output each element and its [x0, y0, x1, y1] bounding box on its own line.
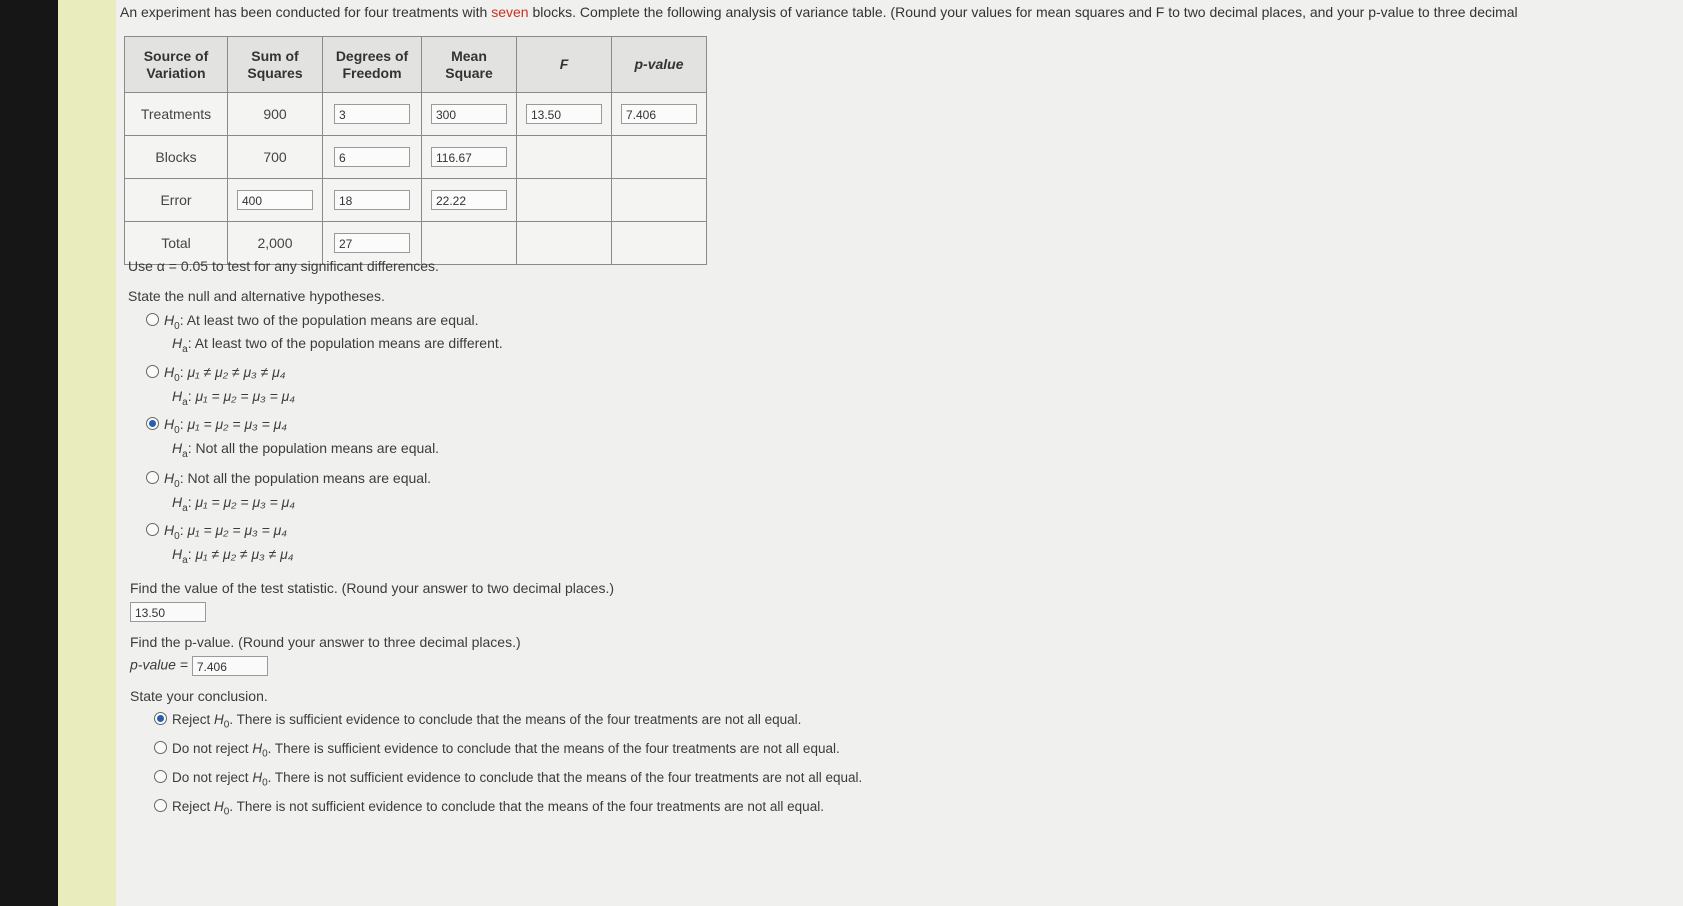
- header-df: Degrees of Freedom: [323, 37, 422, 93]
- radio-button[interactable]: [154, 770, 167, 783]
- empty-cell: [612, 136, 707, 179]
- alpha-instruction: Use α = 0.05 to test for any significant differences.: [128, 258, 439, 274]
- hyp-option-4[interactable]: $H_0$: Not all the population means are equal.: [146, 470, 431, 490]
- empty-cell: [517, 136, 612, 179]
- hyp-option-1-ha: $H_a$: At least two of the population means are different.: [172, 335, 503, 355]
- empty-cell: [612, 222, 707, 265]
- conclusion-option-4[interactable]: Reject $H_0$. There is not sufficient evidence to conclude that the means of the four treatments are not all equal.: [154, 799, 824, 818]
- treatments-p-input[interactable]: 7.406: [621, 104, 697, 124]
- pvalue-label: p-value =: [130, 656, 188, 673]
- hyp-option-2-ha: $H_a$: μ₁ = μ₂ = μ₃ = μ₄: [172, 388, 295, 408]
- hypotheses-prompt: State the null and alternative hypotheses.: [128, 288, 385, 304]
- cell-source: Blocks: [125, 136, 228, 179]
- header-ss: Sum of Squares: [228, 37, 323, 93]
- radio-button-selected[interactable]: [146, 417, 159, 430]
- hyp-option-4-ha: $H_a$: μ₁ = μ₂ = μ₃ = μ₄: [172, 494, 295, 514]
- hyp-option-5[interactable]: $H_0$: μ₁ = μ₂ = μ₃ = μ₄: [146, 522, 287, 542]
- error-ms-input[interactable]: 22.22: [431, 190, 507, 210]
- cell-ss: 2,000: [228, 222, 323, 265]
- test-statistic-prompt: Find the value of the test statistic. (Round your answer to two decimal places.): [130, 580, 615, 596]
- radio-button-selected[interactable]: [154, 712, 167, 725]
- hyp-option-3-ha: $H_a$: Not all the population means are equal.: [172, 440, 440, 460]
- table-header-row: [125, 37, 707, 93]
- left-dark-border: [0, 0, 58, 906]
- radio-button[interactable]: [154, 799, 167, 812]
- header-source: Source of Variation: [125, 37, 228, 93]
- hyp-option-1[interactable]: $H_0$: At least two of the population means are equal.: [146, 312, 479, 332]
- header-f: F: [517, 37, 612, 93]
- total-df-input[interactable]: 27: [334, 233, 410, 253]
- blocks-df-input[interactable]: 6: [334, 147, 410, 167]
- empty-cell: [612, 179, 707, 222]
- error-df-input[interactable]: 18: [334, 190, 410, 210]
- hyp-option-3[interactable]: $H_0$: μ₁ = μ₂ = μ₃ = μ₄: [146, 416, 287, 436]
- radio-button[interactable]: [146, 471, 159, 484]
- treatments-df-input[interactable]: 3: [334, 104, 410, 124]
- treatments-f-input[interactable]: 13.50: [526, 104, 602, 124]
- hyp-option-5-ha: $H_a$: μ₁ ≠ μ₂ ≠ μ₃ ≠ μ₄: [172, 546, 294, 566]
- error-ss-input[interactable]: 400: [237, 190, 313, 210]
- header-ms: Mean Square: [422, 37, 517, 93]
- blocks-count: seven: [491, 4, 529, 20]
- cell-ss: 700: [228, 136, 323, 179]
- header-pvalue: p-value: [612, 37, 707, 93]
- cell-source: Total: [125, 222, 228, 265]
- anova-table: [124, 36, 707, 265]
- blocks-ms-input[interactable]: 116.67: [431, 147, 507, 167]
- radio-button[interactable]: [146, 523, 159, 536]
- radio-button[interactable]: [154, 741, 167, 754]
- left-margin-strip: [58, 0, 116, 906]
- table-row-error: [125, 179, 707, 222]
- test-statistic-input[interactable]: 13.50: [130, 602, 206, 622]
- empty-cell: [517, 179, 612, 222]
- table-row-treatments: [125, 93, 707, 136]
- conclusion-option-1[interactable]: Reject $H_0$. There is sufficient evidence to conclude that the means of the four treatments are not all equal.: [154, 712, 801, 731]
- question-page: [116, 0, 1683, 906]
- cell-source: Error: [125, 179, 228, 222]
- cell-ss: 900: [228, 93, 323, 136]
- radio-button[interactable]: [146, 313, 159, 326]
- pvalue-prompt: Find the p-value. (Round your answer to three decimal places.): [130, 634, 521, 650]
- pvalue-input[interactable]: 7.406: [192, 656, 268, 676]
- cell-source: Treatments: [125, 93, 228, 136]
- conclusion-prompt: State your conclusion.: [130, 688, 268, 704]
- conclusion-option-3[interactable]: Do not reject $H_0$. There is not sufficient evidence to conclude that the means of the four treatments are not all equal.: [154, 770, 862, 789]
- hyp-option-2[interactable]: $H_0$: μ₁ ≠ μ₂ ≠ μ₃ ≠ μ₄: [146, 364, 285, 384]
- table-row-blocks: [125, 136, 707, 179]
- treatments-ms-input[interactable]: 300: [431, 104, 507, 124]
- conclusion-option-2[interactable]: Do not reject $H_0$. There is sufficient evidence to conclude that the means of the four treatments are not all equal.: [154, 741, 840, 760]
- empty-cell: [517, 222, 612, 265]
- pvalue-row: [130, 656, 268, 676]
- radio-button[interactable]: [146, 365, 159, 378]
- question-intro: An experiment has been conducted for four treatments with seven blocks. Complete the following analysis of variance table. (Round your values for mean squares and F to two decimal places, and your p-value to three decimal: [120, 4, 1518, 20]
